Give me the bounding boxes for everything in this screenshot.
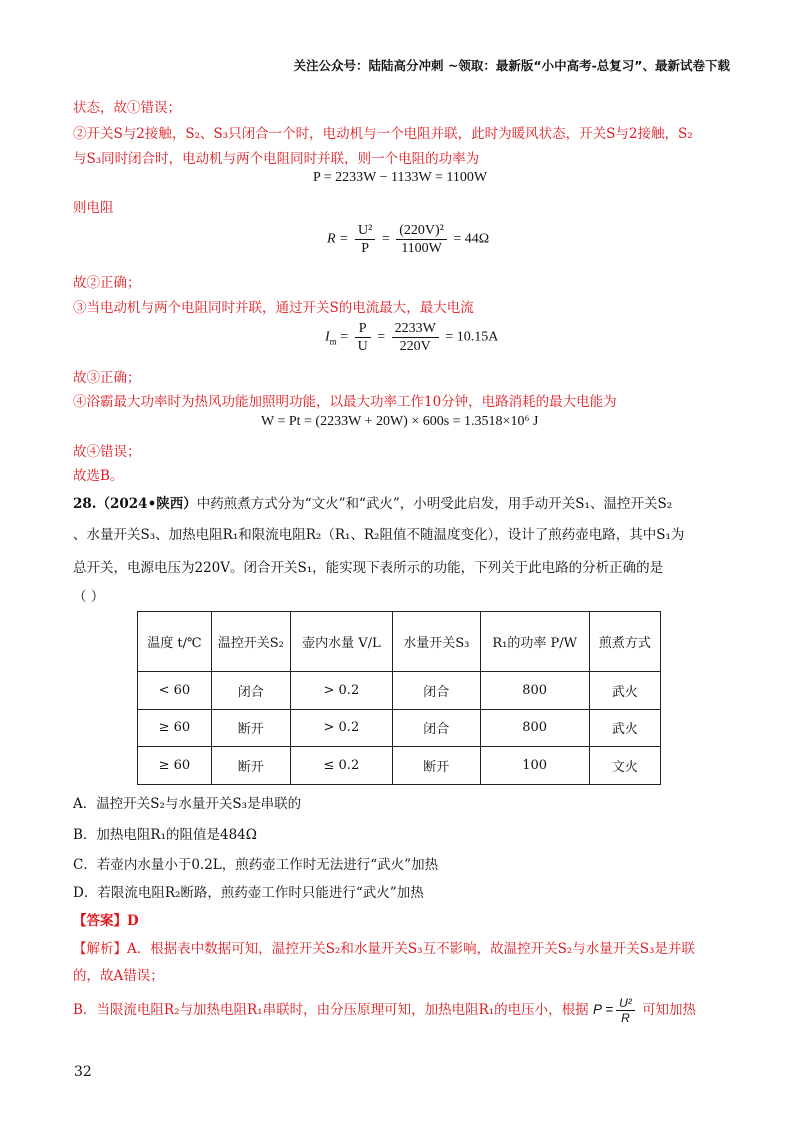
- question-source: （2024•陕西）: [96, 496, 197, 512]
- eq-rhs: = 44Ω: [453, 231, 490, 247]
- table-cell: 断开: [211, 709, 290, 747]
- text-line: 故③正确；: [73, 370, 141, 386]
- page-header: 关注公众号：陆陆高分冲刺 ~领取：最新版“小中高考-总复习”、最新试卷下载: [293, 58, 730, 73]
- page-number: 32: [74, 1064, 92, 1080]
- table-cell: 武火: [589, 672, 660, 710]
- table-cell: ≥ 60: [138, 747, 212, 785]
- table-cell: ≤ 0.2: [290, 747, 392, 785]
- function-table: [137, 611, 661, 785]
- table-header: 水量开关S₃: [392, 612, 480, 672]
- fraction: $\frac{2233W}{220V}$: [392, 320, 439, 355]
- table-row: [138, 672, 661, 710]
- text-line: ③当电动机与两个电阻同时并联，通过开关S的电流最大，最大电流: [73, 300, 474, 316]
- analysis-line: B．当限流电阻R₂与加热电阻R₁串联时，由分压原理可知，加热电阻R₁的电压小，根据 P = $\frac{\text{U²}}{R}$ 可知加热: [73, 996, 697, 1025]
- table-cell: 断开: [392, 747, 480, 785]
- question-line: 、水量开关S₃、加热电阻R₁和限流电阻R₂（R₁、R₂阻值不随温度变化），设计了煎药壶电路，其中S₁为: [73, 527, 685, 543]
- option-d: D．若限流电阻R₂断路，煎药壶工作时只能进行“武火”加热: [73, 885, 424, 901]
- table-cell: 闭合: [211, 672, 290, 710]
- equation-resistance: R = $\frac{\text{U²}}{P}$ = $\frac{\text{(220V)²}}{1100W}$ = 44Ω: [327, 223, 490, 256]
- table-header-row: [138, 612, 661, 672]
- table-header: 壶内水量 V/L: [290, 612, 392, 672]
- option-b: B．加热电阻R₁的阻值是484Ω: [73, 827, 257, 843]
- fraction: $\frac{\text{U²}}{P}$: [355, 222, 375, 257]
- option-c: C．若壶内水量小于0.2L，煎药壶工作时无法进行“武火”加热: [73, 857, 439, 873]
- text-line: 故②正确；: [73, 275, 141, 291]
- table-header: 温度 t/℃: [138, 612, 212, 672]
- text-line: 故选B。: [73, 468, 124, 484]
- question-line: （ ）: [73, 589, 105, 605]
- table-cell: 武火: [589, 709, 660, 747]
- table-cell: 800: [480, 672, 589, 710]
- question-number: 28.: [73, 496, 97, 512]
- table-cell: > 0.2: [290, 709, 392, 747]
- table-cell: 800: [480, 709, 589, 747]
- table-row: [138, 747, 661, 785]
- formula-p: P = $\frac{\text{U²}}{R}$: [593, 1002, 638, 1017]
- table-header: R₁的功率 P/W: [480, 612, 589, 672]
- text-line: 状态，故①错误；: [73, 100, 181, 116]
- table-header: 煎煮方式: [589, 612, 660, 672]
- table-cell: < 60: [138, 672, 212, 710]
- text-line: ②开关S与2接触，S₂、S₃只闭合一个时，电动机与一个电阻并联，此时为暖风状态，开关S与2接触，S₂: [73, 126, 693, 142]
- text-line: 故④错误；: [73, 444, 141, 460]
- table-cell: ≥ 60: [138, 709, 212, 747]
- equation-current: $I_m$ = $\frac{P}{U}$ = $\frac{2233W}{220V}$ = 10.15A: [325, 321, 499, 354]
- table-row: [138, 709, 661, 747]
- table-cell: 100: [480, 747, 589, 785]
- fraction: $\frac{\text{(220V)²}}{1100W}$: [396, 222, 447, 257]
- option-a: A．温控开关S₂与水量开关S₃是串联的: [73, 796, 302, 812]
- fraction: $\frac{P}{U}$: [355, 320, 371, 355]
- analysis-line: 的，故A错误；: [73, 968, 164, 984]
- table-cell: 文火: [589, 747, 660, 785]
- table-cell: 闭合: [392, 672, 480, 710]
- eq-lhs: R =: [327, 231, 349, 247]
- text-line: 与S₃同时闭合时，电动机与两个电阻同时并联，则一个电阻的功率为: [73, 151, 480, 167]
- table-header: 温控开关S₂: [211, 612, 290, 672]
- question-line: 总开关，电源电压为220V。闭合开关S₁，能实现下表所示的功能，下列关于此电路的分析正确的是: [73, 560, 664, 576]
- equation-energy: W = Pt = (2233W + 20W) × 600s = 1.3518×10⁶ J: [261, 414, 539, 429]
- table-cell: > 0.2: [290, 672, 392, 710]
- equation-power: P = 2233W − 1133W = 1100W: [313, 170, 488, 185]
- analysis-line: 【解析】A．根据表中数据可知，温控开关S₂和水量开关S₃互不影响，故温控开关S₂与水量开关S₃是并联: [73, 941, 695, 957]
- text-line: 则电阻: [73, 200, 114, 216]
- answer: 【答案】D: [73, 913, 139, 929]
- text-line: ④浴霸最大功率时为热风功能加照明功能，以最大功率工作10分钟，电路消耗的最大电能为: [73, 394, 617, 410]
- table-cell: 断开: [211, 747, 290, 785]
- question-line: 28.（2024•陕西）中药煎煮方式分为“文火”和“武火”，小明受此启发，用手动开关S₁、温控开关S₂: [73, 496, 673, 512]
- table-cell: 闭合: [392, 709, 480, 747]
